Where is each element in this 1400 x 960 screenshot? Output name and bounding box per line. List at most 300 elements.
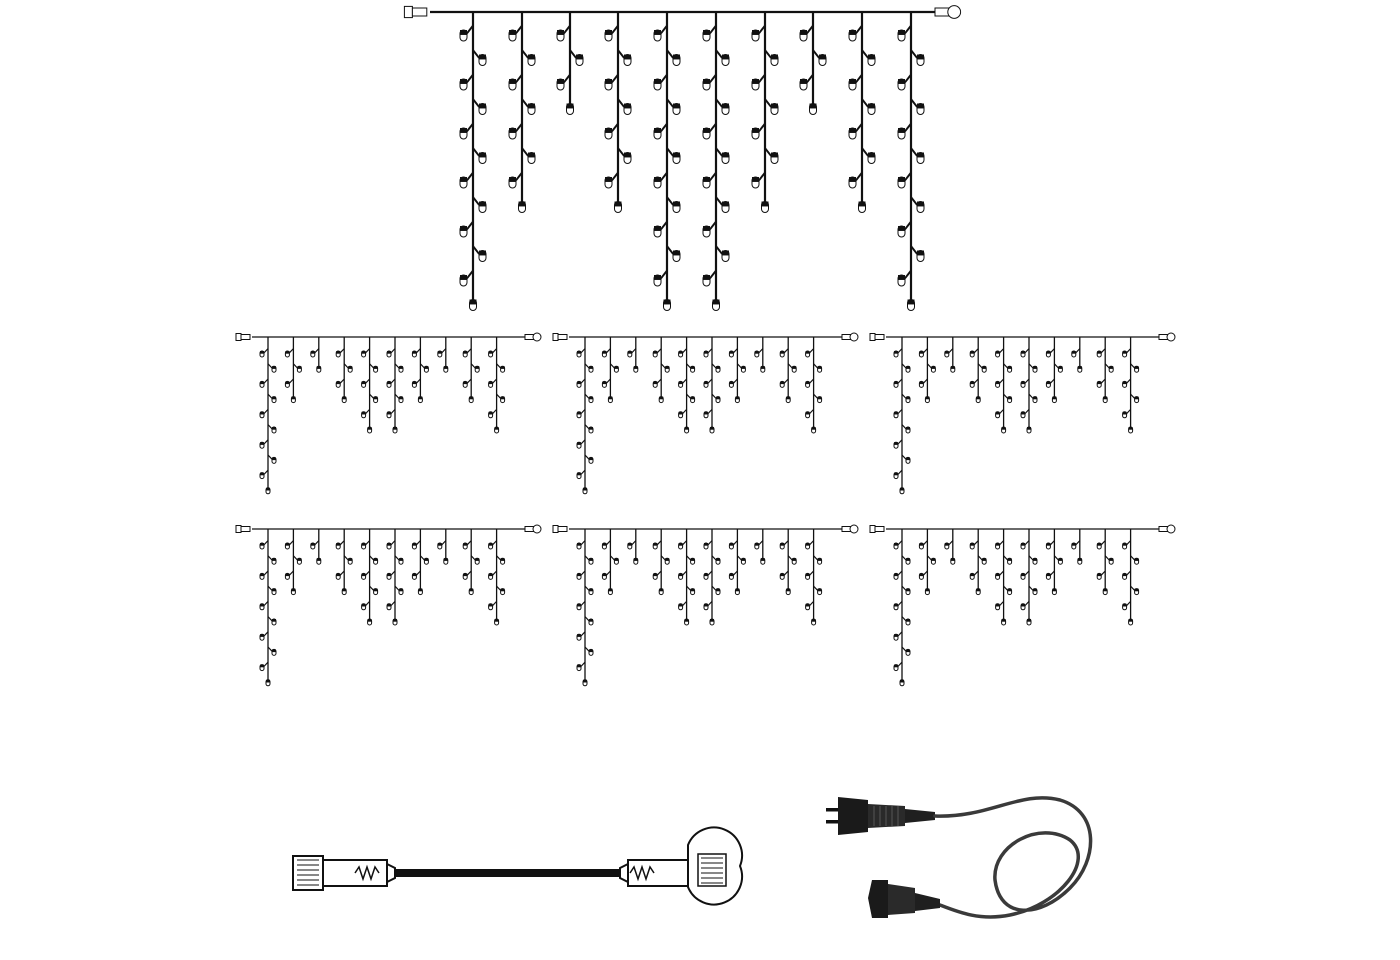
led-socket bbox=[272, 427, 276, 430]
light-strand bbox=[996, 337, 1012, 433]
led-socket bbox=[951, 558, 955, 561]
led-socket bbox=[577, 381, 581, 384]
light-strand bbox=[729, 337, 745, 403]
led-socket bbox=[614, 558, 618, 561]
led-socket bbox=[519, 202, 526, 207]
led-socket bbox=[501, 558, 505, 561]
led-socket bbox=[1021, 604, 1025, 607]
led-socket bbox=[272, 558, 276, 561]
led-socket bbox=[925, 589, 929, 592]
led-socket bbox=[703, 226, 710, 231]
led-socket bbox=[919, 543, 923, 546]
led-socket bbox=[806, 573, 810, 576]
led-socket bbox=[1135, 558, 1139, 561]
led-socket bbox=[509, 128, 516, 133]
led-socket bbox=[291, 589, 295, 592]
connector-body bbox=[241, 335, 250, 340]
light-strand bbox=[628, 529, 638, 564]
led-socket bbox=[818, 589, 822, 592]
led-socket bbox=[399, 558, 403, 561]
led-socket bbox=[849, 128, 856, 133]
led-socket bbox=[260, 412, 264, 415]
led-socket bbox=[469, 397, 473, 400]
led-socket bbox=[722, 202, 729, 207]
led-socket bbox=[576, 55, 583, 60]
light-strand bbox=[362, 529, 378, 625]
light-strand bbox=[260, 529, 276, 686]
led-socket bbox=[336, 351, 340, 354]
led-socket bbox=[362, 604, 366, 607]
led-socket bbox=[722, 251, 729, 256]
led-socket bbox=[412, 351, 416, 354]
small-icicle-curtains bbox=[236, 333, 1175, 686]
led-socket bbox=[673, 251, 680, 256]
led-socket bbox=[260, 543, 264, 546]
light-strand bbox=[800, 12, 826, 115]
led-socket bbox=[374, 397, 378, 400]
led-socket bbox=[368, 619, 372, 622]
led-socket bbox=[806, 604, 810, 607]
led-socket bbox=[336, 543, 340, 546]
led-socket bbox=[931, 366, 935, 369]
led-socket bbox=[919, 381, 923, 384]
light-strand bbox=[628, 337, 638, 372]
led-socket bbox=[602, 351, 606, 354]
coupler-nut bbox=[868, 880, 888, 918]
led-socket bbox=[602, 543, 606, 546]
led-socket bbox=[605, 177, 612, 182]
led-socket bbox=[260, 665, 264, 668]
light-strand bbox=[602, 529, 618, 595]
led-socket bbox=[1078, 558, 1082, 561]
connector-plug bbox=[404, 6, 412, 17]
light-strand bbox=[653, 337, 669, 403]
light-strand bbox=[1097, 529, 1113, 595]
led-socket bbox=[589, 457, 593, 460]
led-socket bbox=[1008, 589, 1012, 592]
led-socket bbox=[1097, 573, 1101, 576]
led-socket bbox=[654, 128, 661, 133]
led-socket bbox=[311, 543, 315, 546]
light-strand bbox=[260, 337, 276, 494]
led-socket bbox=[336, 573, 340, 576]
led-socket bbox=[557, 79, 564, 84]
led-socket bbox=[1123, 412, 1127, 415]
led-socket bbox=[479, 104, 486, 109]
led-socket bbox=[297, 366, 301, 369]
coupler-body bbox=[888, 884, 915, 915]
led-socket bbox=[577, 412, 581, 415]
led-socket bbox=[710, 619, 714, 622]
led-socket bbox=[665, 366, 669, 369]
connector-plug bbox=[236, 334, 241, 341]
led-socket bbox=[285, 351, 289, 354]
led-socket bbox=[679, 543, 683, 546]
light-strand bbox=[1123, 529, 1139, 625]
led-socket bbox=[634, 366, 638, 369]
light-strand bbox=[945, 529, 955, 564]
led-socket bbox=[722, 104, 729, 109]
led-socket bbox=[628, 351, 632, 354]
led-socket bbox=[614, 366, 618, 369]
led-socket bbox=[673, 153, 680, 158]
led-socket bbox=[849, 177, 856, 182]
led-socket bbox=[266, 680, 270, 683]
led-socket bbox=[716, 366, 720, 369]
large-icicle-curtain bbox=[404, 6, 960, 311]
led-socket bbox=[475, 558, 479, 561]
led-socket bbox=[1033, 589, 1037, 592]
led-socket bbox=[501, 366, 505, 369]
led-socket bbox=[771, 104, 778, 109]
extension-cable-icon bbox=[293, 827, 742, 904]
light-strand bbox=[752, 12, 778, 213]
led-socket bbox=[917, 104, 924, 109]
led-socket bbox=[463, 381, 467, 384]
led-socket bbox=[1123, 604, 1127, 607]
led-socket bbox=[792, 558, 796, 561]
power-cable-plug-icon bbox=[826, 797, 1091, 918]
led-socket bbox=[460, 79, 467, 84]
plug-body bbox=[838, 797, 868, 835]
led-socket bbox=[1097, 543, 1101, 546]
led-socket bbox=[812, 427, 816, 430]
led-socket bbox=[387, 351, 391, 354]
light-strand bbox=[806, 529, 822, 625]
led-socket bbox=[489, 381, 493, 384]
led-socket bbox=[583, 680, 587, 683]
led-socket bbox=[673, 104, 680, 109]
led-socket bbox=[1135, 397, 1139, 400]
led-socket bbox=[311, 351, 315, 354]
led-socket bbox=[260, 473, 264, 476]
led-socket bbox=[589, 366, 593, 369]
led-socket bbox=[716, 558, 720, 561]
led-socket bbox=[679, 604, 683, 607]
led-socket bbox=[812, 619, 816, 622]
led-socket bbox=[424, 558, 428, 561]
led-socket bbox=[1027, 427, 1031, 430]
led-socket bbox=[528, 153, 535, 158]
light-strand bbox=[1046, 337, 1062, 403]
led-socket bbox=[859, 202, 866, 207]
led-socket bbox=[1052, 589, 1056, 592]
led-socket bbox=[460, 128, 467, 133]
light-strand bbox=[412, 529, 428, 595]
light-strand bbox=[602, 337, 618, 403]
led-socket bbox=[665, 558, 669, 561]
led-socket bbox=[925, 397, 929, 400]
led-socket bbox=[806, 381, 810, 384]
led-socket bbox=[679, 412, 683, 415]
light-strand bbox=[894, 529, 910, 686]
led-socket bbox=[1123, 381, 1127, 384]
led-socket bbox=[654, 275, 661, 280]
led-socket bbox=[919, 573, 923, 576]
led-socket bbox=[583, 488, 587, 491]
led-socket bbox=[868, 55, 875, 60]
connector-nut bbox=[948, 6, 961, 19]
led-socket bbox=[1097, 351, 1101, 354]
led-socket bbox=[894, 351, 898, 354]
light-strand bbox=[387, 529, 403, 625]
led-socket bbox=[489, 351, 493, 354]
cable-boot bbox=[620, 864, 628, 882]
led-socket bbox=[460, 30, 467, 35]
led-socket bbox=[800, 30, 807, 35]
led-socket bbox=[634, 558, 638, 561]
led-socket bbox=[362, 381, 366, 384]
led-socket bbox=[272, 619, 276, 622]
led-socket bbox=[399, 397, 403, 400]
led-socket bbox=[1021, 381, 1025, 384]
led-socket bbox=[342, 397, 346, 400]
light-strand bbox=[704, 529, 720, 625]
led-socket bbox=[976, 589, 980, 592]
led-socket bbox=[1021, 543, 1025, 546]
light-strand bbox=[605, 12, 631, 213]
led-socket bbox=[1129, 619, 1133, 622]
led-socket bbox=[906, 366, 910, 369]
led-socket bbox=[589, 589, 593, 592]
led-socket bbox=[729, 543, 733, 546]
led-socket bbox=[1033, 366, 1037, 369]
coiled-cable bbox=[935, 798, 1091, 917]
led-socket bbox=[917, 202, 924, 207]
light-strand bbox=[1072, 529, 1082, 564]
led-socket bbox=[272, 649, 276, 652]
led-socket bbox=[691, 558, 695, 561]
led-socket bbox=[894, 473, 898, 476]
led-socket bbox=[602, 381, 606, 384]
led-socket bbox=[654, 30, 661, 35]
led-socket bbox=[982, 558, 986, 561]
led-socket bbox=[577, 634, 581, 637]
light-strand bbox=[285, 337, 301, 403]
led-socket bbox=[387, 543, 391, 546]
led-socket bbox=[444, 558, 448, 561]
nut-face bbox=[698, 854, 726, 886]
led-socket bbox=[818, 366, 822, 369]
led-socket bbox=[1135, 589, 1139, 592]
led-socket bbox=[362, 543, 366, 546]
led-socket bbox=[285, 573, 289, 576]
led-socket bbox=[1058, 558, 1062, 561]
connector-plug bbox=[553, 526, 558, 533]
led-socket bbox=[444, 366, 448, 369]
led-socket bbox=[460, 226, 467, 231]
led-socket bbox=[906, 589, 910, 592]
light-strand bbox=[729, 529, 745, 595]
led-socket bbox=[703, 30, 710, 35]
led-socket bbox=[1033, 397, 1037, 400]
connector-nut bbox=[533, 525, 541, 533]
connector-body bbox=[412, 8, 426, 16]
led-socket bbox=[703, 275, 710, 280]
led-socket bbox=[996, 573, 1000, 576]
led-socket bbox=[894, 543, 898, 546]
led-socket bbox=[557, 30, 564, 35]
led-socket bbox=[317, 366, 321, 369]
light-strand bbox=[311, 337, 321, 372]
led-socket bbox=[1046, 351, 1050, 354]
led-socket bbox=[1129, 427, 1133, 430]
led-socket bbox=[393, 619, 397, 622]
connector-nut bbox=[533, 333, 541, 341]
led-socket bbox=[1103, 397, 1107, 400]
light-strand bbox=[412, 337, 428, 403]
led-socket bbox=[438, 351, 442, 354]
led-socket bbox=[691, 366, 695, 369]
led-socket bbox=[589, 558, 593, 561]
led-socket bbox=[368, 427, 372, 430]
led-socket bbox=[806, 412, 810, 415]
led-socket bbox=[1109, 366, 1113, 369]
small-icicle-curtain bbox=[236, 333, 541, 494]
led-socket bbox=[470, 300, 477, 305]
led-socket bbox=[509, 79, 516, 84]
connector-nut bbox=[1167, 525, 1175, 533]
light-strand bbox=[894, 337, 910, 494]
led-socket bbox=[460, 275, 467, 280]
led-socket bbox=[729, 381, 733, 384]
connector-plug bbox=[553, 334, 558, 341]
led-socket bbox=[418, 397, 422, 400]
led-socket bbox=[495, 619, 499, 622]
light-strand bbox=[755, 529, 765, 564]
connector-body bbox=[241, 527, 250, 532]
light-strand bbox=[679, 529, 695, 625]
led-socket bbox=[716, 589, 720, 592]
led-socket bbox=[654, 79, 661, 84]
connector-plug bbox=[870, 526, 875, 533]
led-socket bbox=[387, 573, 391, 576]
led-socket bbox=[906, 619, 910, 622]
led-socket bbox=[996, 381, 1000, 384]
led-socket bbox=[653, 351, 657, 354]
led-socket bbox=[460, 177, 467, 182]
led-socket bbox=[1052, 397, 1056, 400]
light-strand bbox=[362, 337, 378, 433]
led-socket bbox=[1123, 543, 1127, 546]
led-socket bbox=[894, 573, 898, 576]
connector-nut bbox=[1167, 333, 1175, 341]
small-icicle-curtain bbox=[553, 333, 858, 494]
led-socket bbox=[653, 381, 657, 384]
led-socket bbox=[1058, 366, 1062, 369]
led-socket bbox=[780, 543, 784, 546]
light-strand bbox=[1021, 337, 1037, 433]
led-socket bbox=[399, 589, 403, 592]
led-socket bbox=[509, 30, 516, 35]
led-socket bbox=[906, 397, 910, 400]
led-socket bbox=[722, 153, 729, 158]
light-strand bbox=[577, 337, 593, 494]
light-strand bbox=[311, 529, 321, 564]
led-socket bbox=[424, 366, 428, 369]
light-strand bbox=[285, 529, 301, 595]
light-strand bbox=[1097, 337, 1113, 403]
led-socket bbox=[1002, 619, 1006, 622]
led-socket bbox=[810, 104, 817, 109]
led-socket bbox=[704, 381, 708, 384]
led-socket bbox=[362, 412, 366, 415]
led-socket bbox=[780, 573, 784, 576]
led-socket bbox=[729, 573, 733, 576]
light-strand bbox=[460, 12, 486, 311]
led-socket bbox=[704, 604, 708, 607]
led-socket bbox=[285, 543, 289, 546]
led-socket bbox=[752, 79, 759, 84]
led-socket bbox=[741, 558, 745, 561]
led-socket bbox=[624, 153, 631, 158]
led-socket bbox=[806, 351, 810, 354]
led-socket bbox=[659, 589, 663, 592]
connector-plug bbox=[870, 334, 875, 341]
led-socket bbox=[272, 366, 276, 369]
led-socket bbox=[996, 604, 1000, 607]
led-socket bbox=[786, 589, 790, 592]
led-socket bbox=[577, 604, 581, 607]
light-strand bbox=[780, 529, 796, 595]
led-socket bbox=[900, 488, 904, 491]
led-socket bbox=[931, 558, 935, 561]
led-socket bbox=[679, 573, 683, 576]
led-socket bbox=[704, 573, 708, 576]
led-socket bbox=[898, 30, 905, 35]
light-strand bbox=[703, 12, 729, 311]
led-socket bbox=[703, 128, 710, 133]
led-socket bbox=[528, 104, 535, 109]
led-socket bbox=[260, 381, 264, 384]
led-socket bbox=[685, 619, 689, 622]
led-socket bbox=[673, 202, 680, 207]
led-socket bbox=[729, 351, 733, 354]
small-icicle-curtain bbox=[870, 333, 1175, 494]
led-socket bbox=[577, 665, 581, 668]
led-socket bbox=[951, 366, 955, 369]
led-socket bbox=[653, 573, 657, 576]
led-socket bbox=[362, 351, 366, 354]
led-socket bbox=[387, 412, 391, 415]
led-socket bbox=[577, 351, 581, 354]
cable bbox=[395, 869, 620, 877]
led-socket bbox=[374, 589, 378, 592]
plug-prong bbox=[826, 820, 838, 824]
light-strand bbox=[780, 337, 796, 403]
connector-body bbox=[558, 527, 567, 532]
led-socket bbox=[479, 251, 486, 256]
led-socket bbox=[475, 366, 479, 369]
connector-nut bbox=[850, 525, 858, 533]
light-strand bbox=[653, 529, 669, 595]
led-socket bbox=[654, 177, 661, 182]
led-socket bbox=[469, 589, 473, 592]
light-strand bbox=[679, 337, 695, 433]
light-strand bbox=[996, 529, 1012, 625]
led-socket bbox=[577, 543, 581, 546]
led-socket bbox=[868, 153, 875, 158]
led-socket bbox=[1123, 351, 1127, 354]
led-socket bbox=[970, 573, 974, 576]
led-socket bbox=[336, 381, 340, 384]
led-socket bbox=[260, 442, 264, 445]
led-socket bbox=[780, 351, 784, 354]
led-socket bbox=[348, 558, 352, 561]
connector-plug bbox=[236, 526, 241, 533]
led-socket bbox=[849, 30, 856, 35]
light-strand bbox=[438, 529, 448, 564]
